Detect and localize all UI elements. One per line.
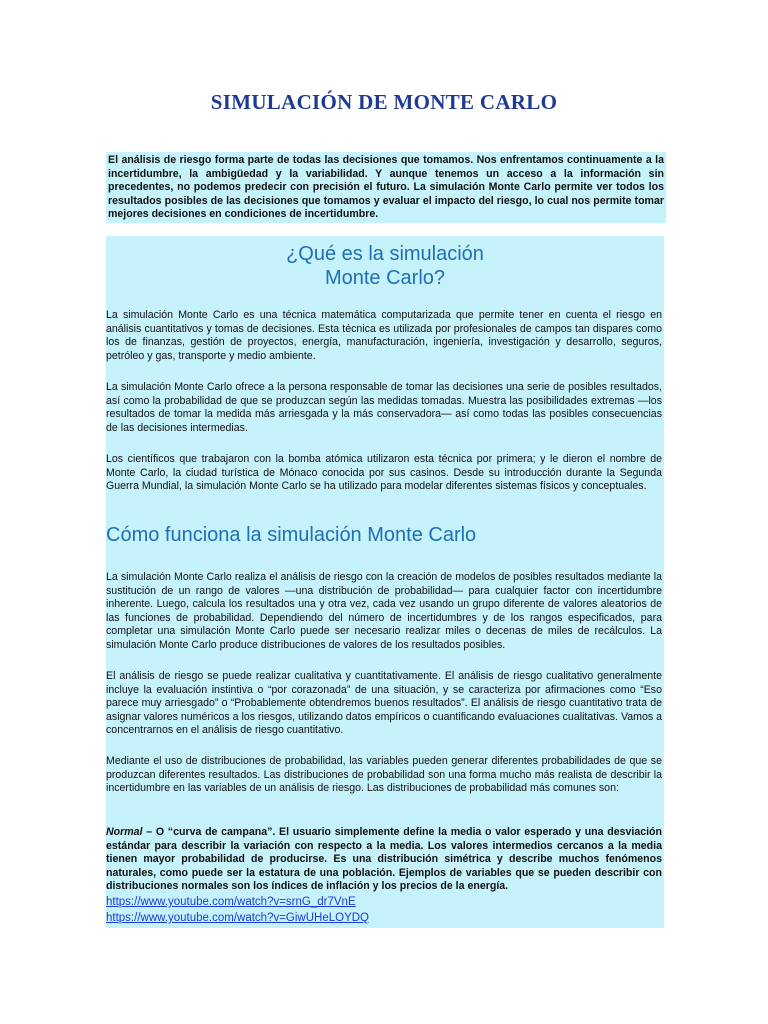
heading-line-2: Monte Carlo? [324,267,446,289]
paragraph-how-it-works: La simulación Monte Carlo realiza el análisis de riesgo con la creación de modelos de posibles resultados mediante la sustitución de un rango de valores —una distribución de probabilidad— para cualquier factor con incertidumbre inherente. Luego, calcula los resultados una y otra vez, cada vez usando un grupo diferente de valores aleatorios de las funciones de probabilidad. Dependiendo del número de incertidumbres y de los rangos especificados, para completar una simulación Monte Carlo puede ser necesario realizar miles o decenas de miles de recálculos. La simulación Monte Carlo produce distribuciones de valores de los resultados posibles. [106,571,662,651]
section-heading-como-funciona: Cómo funciona la simulación Monte Carlo [106,524,477,546]
normal-description: – O “curva de campana”. El usuario simplemente define la media o valor esperado y una desviación estándar para describir la variación con respecto a la media. Los valores intermedios cercanos a la media tienen mayor probabilidad de producirse. Es una distribución simétrica y describe muchos fenómenos naturales, como puede ser la estatura de una población. Ejemplos de variables que se pueden describir con distribuciones normales son los índices de inflación y los precios de la energía. [106,826,662,893]
paragraph-normal-distribution [106,826,662,894]
heading-line-1: ¿Qué es la simulación [286,243,484,265]
paragraph-distributions: Mediante el uso de distribuciones de probabilidad, las variables pueden generar diferentes probabilidades de que se produzcan diferentes resultados. Las distribuciones de probabilidad son una forma mucho más realista de describir la incertidumbre en las variables de un análisis de riesgo. Las distribuciones de probabilidad más comunes son: [106,755,662,795]
youtube-link-2[interactable]: https://www.youtube.com/watch?v=GiwUHeLOYDQ [106,912,370,924]
page-title: SIMULACIÓN DE MONTE CARLO [210,90,558,114]
paragraph-history: Los científicos que trabajaron con la bomba atómica utilizaron esta técnica por primera; y le dieron el nombre de Monte Carlo, la ciudad turística de Mónaco conocida por sus casinos. Desde su introducción durante la Segunda Guerra Mundial, la simulación Monte Carlo se ha utilizado para modelar diferentes sistemas físicos y conceptuales. [106,453,662,493]
intro-paragraph: El análisis de riesgo forma parte de todas las decisiones que tomamos. Nos enfrentamos continuamente a la incertidumbre, la ambigüedad y la variabilidad. Y aunque tenemos un acceso a la información sin precedentes, no podemos predecir con precisión el futuro. La simulación Monte Carlo permite ver todos los resultados posibles de las decisiones que tomamos y evaluar el impacto del riesgo, lo cual nos permite tomar mejores decisiones en condiciones de incertidumbre. [106,152,666,223]
paragraph-definition: La simulación Monte Carlo es una técnica matemática computarizada que permite tener en cuenta el riesgo en análisis cuantitativos y tomas de decisiones. Esta técnica es utilizada por profesionales de campos tan dispares como los de finanzas, gestión de proyectos, energía, manufacturación, ingeniería, investigación y desarrollo, seguros, petróleo y gas, transporte y medio ambiente. [106,309,662,362]
youtube-link-1[interactable]: https://www.youtube.com/watch?v=srnG_dr7VnE [106,896,356,908]
paragraph-results: La simulación Monte Carlo ofrece a la persona responsable de tomar las decisiones una serie de posibles resultados, así como la probabilidad de que se produzcan según las medidas tomadas. Muestra las posibilidades extremas —los resultados de tomar la medida más arriesgada y la más conservadora— así como todas las posibles consecuencias de las decisiones intermedias. [106,381,662,434]
section-heading-que-es [106,242,664,290]
content-panel [106,236,664,928]
paragraph-risk-analysis: El análisis de riesgo se puede realizar cualitativa y cuantitativamente. El análisis de riesgo cualitativo generalmente incluye la evaluación instintiva o “por corazonada” de una situación, y se caracteriza por afirmaciones como “Eso parece muy arriesgado” o “Probablemente obtendremos buenos resultados”. El análisis de riesgo cuantitativo trata de asignar valores numéricos a los riesgos, utilizando datos empíricos o cuantificando evaluaciones cualitativas. Vamos a concentrarnos en el análisis de riesgo cuantitativo. [106,670,662,737]
normal-label: Normal [106,826,143,838]
